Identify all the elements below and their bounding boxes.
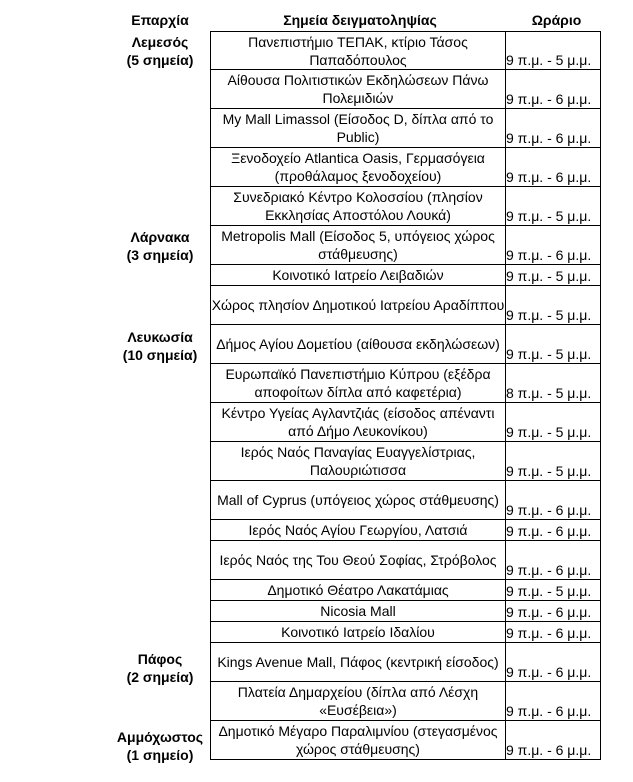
table-row bbox=[211, 442, 601, 481]
province-count: (10 σημεία) bbox=[122, 347, 198, 363]
province-count: (5 σημεία) bbox=[126, 52, 194, 68]
table-row bbox=[211, 541, 601, 580]
header-province: Επαρχία bbox=[131, 12, 189, 28]
site-cell: Nicosia Mall bbox=[211, 601, 506, 622]
site-cell: Πλατεία Δημαρχείου (δίπλα από Λέσχη «Ευσέβεια») bbox=[211, 682, 506, 721]
hours-cell: 9 π.μ. - 5 μ.μ. bbox=[506, 265, 601, 286]
table-row bbox=[211, 325, 601, 364]
hours-cell: 9 π.μ. - 6 μ.μ. bbox=[506, 481, 601, 520]
hours-cell: 9 π.μ. - 5 μ.μ. bbox=[506, 187, 601, 226]
hours-cell: 9 π.μ. - 6 μ.μ. bbox=[506, 682, 601, 721]
hours-cell: 9 π.μ. - 5 μ.μ. bbox=[506, 442, 601, 481]
hours-cell: 9 π.μ. - 6 μ.μ. bbox=[506, 643, 601, 682]
table-row bbox=[211, 721, 601, 760]
hours-cell: 9 π.μ. - 6 μ.μ. bbox=[506, 541, 601, 580]
hours-cell: 9 π.μ. - 5 μ.μ. bbox=[506, 580, 601, 601]
sampling-sites-table bbox=[210, 31, 601, 760]
table-row bbox=[211, 109, 601, 148]
hours-cell: 9 π.μ. - 5 μ.μ. bbox=[506, 32, 601, 70]
hours-cell: 9 π.μ. - 6 μ.μ. bbox=[506, 520, 601, 541]
province-count: (3 σημεία) bbox=[126, 247, 194, 263]
header-sampling-sites: Σημεία δειγματοληψίας bbox=[283, 12, 437, 28]
province-name: Λευκωσία bbox=[127, 329, 193, 345]
hours-cell: 9 π.μ. - 6 μ.μ. bbox=[506, 226, 601, 265]
site-cell: Ιερός Ναός Παναγίας Ευαγγελίστριας, Παλουριώτισσα bbox=[211, 442, 506, 481]
province-label bbox=[105, 33, 215, 69]
site-cell: Δημοτικό Μέγαρο Παραλιμνίου (στεγασμένος χώρος στάθμευσης) bbox=[211, 721, 506, 760]
province-name: Πάφος bbox=[137, 651, 183, 667]
province-name: Λεμεσός bbox=[131, 34, 189, 50]
table-row bbox=[211, 70, 601, 109]
site-cell: Κοινοτικό Ιατρείο Ιδαλίου bbox=[211, 622, 506, 643]
hours-cell: 9 π.μ. - 6 μ.μ. bbox=[506, 109, 601, 148]
hours-cell: 9 π.μ. - 5 μ.μ. bbox=[506, 325, 601, 364]
table-row bbox=[211, 265, 601, 286]
hours-cell: 9 π.μ. - 5 μ.μ. bbox=[506, 286, 601, 325]
site-cell: My Mall Limassol (Είσοδος D, δίπλα από το Public) bbox=[211, 109, 506, 148]
table-row bbox=[211, 622, 601, 643]
site-cell: Πανεπιστήμιο ΤΕΠΑΚ, κτίριο Τάσος Παπαδόπουλος bbox=[211, 32, 506, 70]
table-row bbox=[211, 403, 601, 442]
site-cell: Κέντρο Υγείας Αγλαντζιάς (είσοδος απέναντι από Δήμο Λευκονίκου) bbox=[211, 403, 506, 442]
table-row bbox=[211, 148, 601, 187]
hours-cell: 9 π.μ. - 6 μ.μ. bbox=[506, 70, 601, 109]
site-cell: Δήμος Αγίου Δομετίου (αίθουσα εκδηλώσεων) bbox=[211, 325, 506, 364]
table-row bbox=[211, 286, 601, 325]
site-cell: Χώρος πλησίον Δημοτικού Ιατρείου Αραδίππου bbox=[211, 286, 506, 325]
hours-cell: 9 π.μ. - 6 μ.μ. bbox=[506, 622, 601, 643]
province-label bbox=[105, 328, 215, 364]
site-cell: Mall of Cyprus (υπόγειος χώρος στάθμευσης) bbox=[211, 481, 506, 520]
hours-cell: 8 π.μ. - 5 μ.μ. bbox=[506, 364, 601, 403]
province-name: Λάρνακα bbox=[130, 229, 190, 245]
province-label bbox=[105, 728, 215, 764]
site-cell: Κοινοτικό Ιατρείο Λειβαδιών bbox=[211, 265, 506, 286]
table-row bbox=[211, 601, 601, 622]
site-cell: Metropolis Mall (Είσοδος 5, υπόγειος χώρος στάθμευσης) bbox=[211, 226, 506, 265]
site-cell: Αίθουσα Πολιτιστικών Εκδηλώσεων Πάνω Πολεμιδιών bbox=[211, 70, 506, 109]
site-cell: Συνεδριακό Κέντρο Κολοσσίου (πλησίον Εκκλησίας Αποστόλου Λουκά) bbox=[211, 187, 506, 226]
site-cell: Δημοτικό Θέατρο Λακατάμιας bbox=[211, 580, 506, 601]
table-row bbox=[211, 187, 601, 226]
table-row bbox=[211, 32, 601, 70]
table-row bbox=[211, 643, 601, 682]
province-label bbox=[105, 650, 215, 686]
table-row bbox=[211, 364, 601, 403]
table-row bbox=[211, 481, 601, 520]
table-row bbox=[211, 226, 601, 265]
hours-cell: 9 π.μ. - 6 μ.μ. bbox=[506, 721, 601, 760]
site-cell: Ευρωπαϊκό Πανεπιστήμιο Κύπρου (εξέδρα αποφοίτων δίπλα από καφετέρια) bbox=[211, 364, 506, 403]
table-row bbox=[211, 520, 601, 541]
province-count: (2 σημεία) bbox=[126, 669, 194, 685]
province-name: Αμμόχωστος bbox=[116, 729, 204, 745]
province-count: (1 σημείο) bbox=[126, 747, 194, 763]
site-cell: Kings Avenue Mall, Πάφος (κεντρική είσοδος) bbox=[211, 643, 506, 682]
site-cell: Ιερός Ναός της Του Θεού Σοφίας, Στρόβολος bbox=[211, 541, 506, 580]
hours-cell: 9 π.μ. - 5 μ.μ. bbox=[506, 403, 601, 442]
hours-cell: 9 π.μ. - 6 μ.μ. bbox=[506, 601, 601, 622]
site-cell: Ξενοδοχείο Atlantica Oasis, Γερμασόγεια (προθάλαμος ξενοδοχείου) bbox=[211, 148, 506, 187]
hours-cell: 9 π.μ. - 6 μ.μ. bbox=[506, 148, 601, 187]
province-label bbox=[105, 228, 215, 264]
header-hours: Ωράριο bbox=[531, 12, 582, 28]
table-row bbox=[211, 682, 601, 721]
site-cell: Ιερός Ναός Αγίου Γεωργίου, Λατσιά bbox=[211, 520, 506, 541]
table-row bbox=[211, 580, 601, 601]
